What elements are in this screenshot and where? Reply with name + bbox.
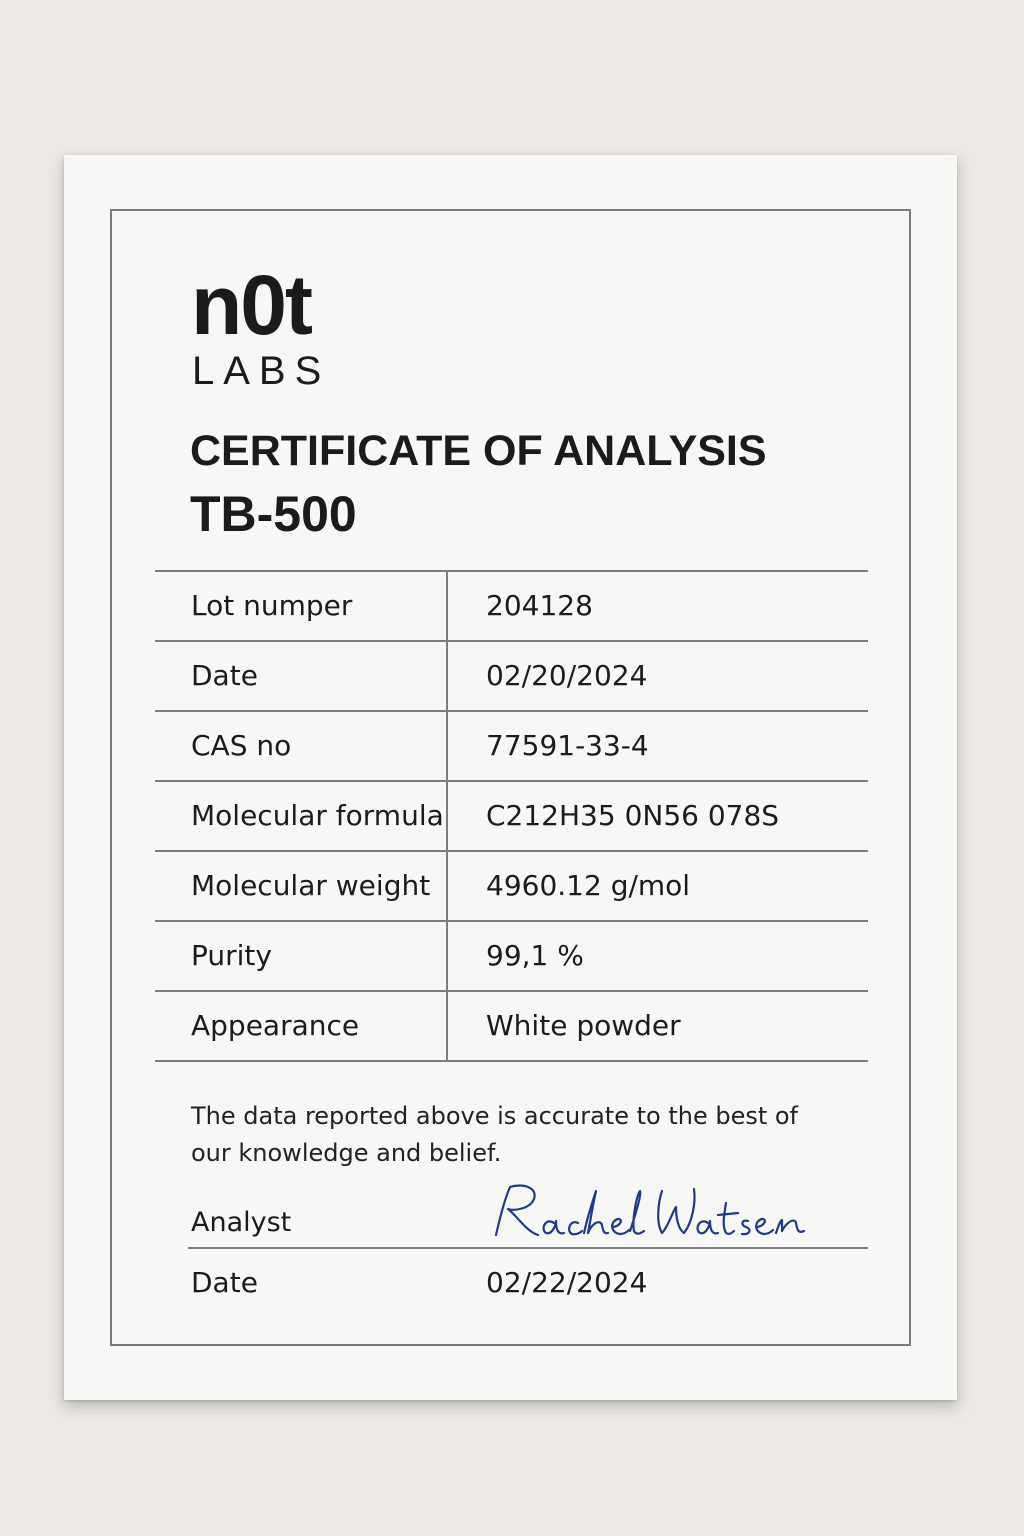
analyst-label: Analyst xyxy=(191,1207,292,1238)
signoff-date-value: 02/22/2024 xyxy=(486,1266,648,1299)
lot-number-label: Lot numper xyxy=(191,589,353,622)
brand-logo-subtitle: LABS xyxy=(192,349,331,393)
cas-number-label: CAS no xyxy=(191,729,292,762)
table-row-purity xyxy=(155,922,868,992)
appearance-value: White powder xyxy=(486,1009,681,1042)
appearance-label: Appearance xyxy=(191,1009,360,1042)
cas-number-value: 77591-33-4 xyxy=(486,729,649,762)
brand-logo-name: n0t xyxy=(191,258,311,352)
purity-value: 99,1 % xyxy=(486,939,584,972)
formula-text: C212H35 0N56 078S xyxy=(486,799,780,832)
table-row-lot xyxy=(155,572,868,642)
product-name: TB-500 xyxy=(190,486,357,542)
signoff-date-label: Date xyxy=(191,1266,258,1299)
purity-label: Purity xyxy=(191,939,272,972)
table-row-formula xyxy=(155,782,868,852)
accuracy-statement: The data reported above is accurate to the best of our knowledge and belief. xyxy=(191,1102,799,1167)
table-row-date xyxy=(155,642,868,712)
signature-line xyxy=(188,1247,868,1249)
analyst-signature xyxy=(482,1173,812,1253)
document-title: CERTIFICATE OF ANALYSIS xyxy=(190,427,767,475)
table-row-cas xyxy=(155,712,868,782)
molecular-weight-value: 4960.12 g/mol xyxy=(486,869,691,902)
specification-table xyxy=(155,570,868,1062)
table-row-appearance xyxy=(155,992,868,1062)
molecular-weight-label: Molecular weight xyxy=(191,869,431,902)
molecular-formula-label: Molecular formula xyxy=(191,799,444,832)
table-row-weight xyxy=(155,852,868,922)
molecular-formula-value xyxy=(486,782,779,850)
certificate-sheet xyxy=(64,155,957,1400)
test-date-value: 02/20/2024 xyxy=(486,659,648,692)
test-date-label: Date xyxy=(191,659,258,692)
lot-number-value: 204128 xyxy=(486,589,593,622)
